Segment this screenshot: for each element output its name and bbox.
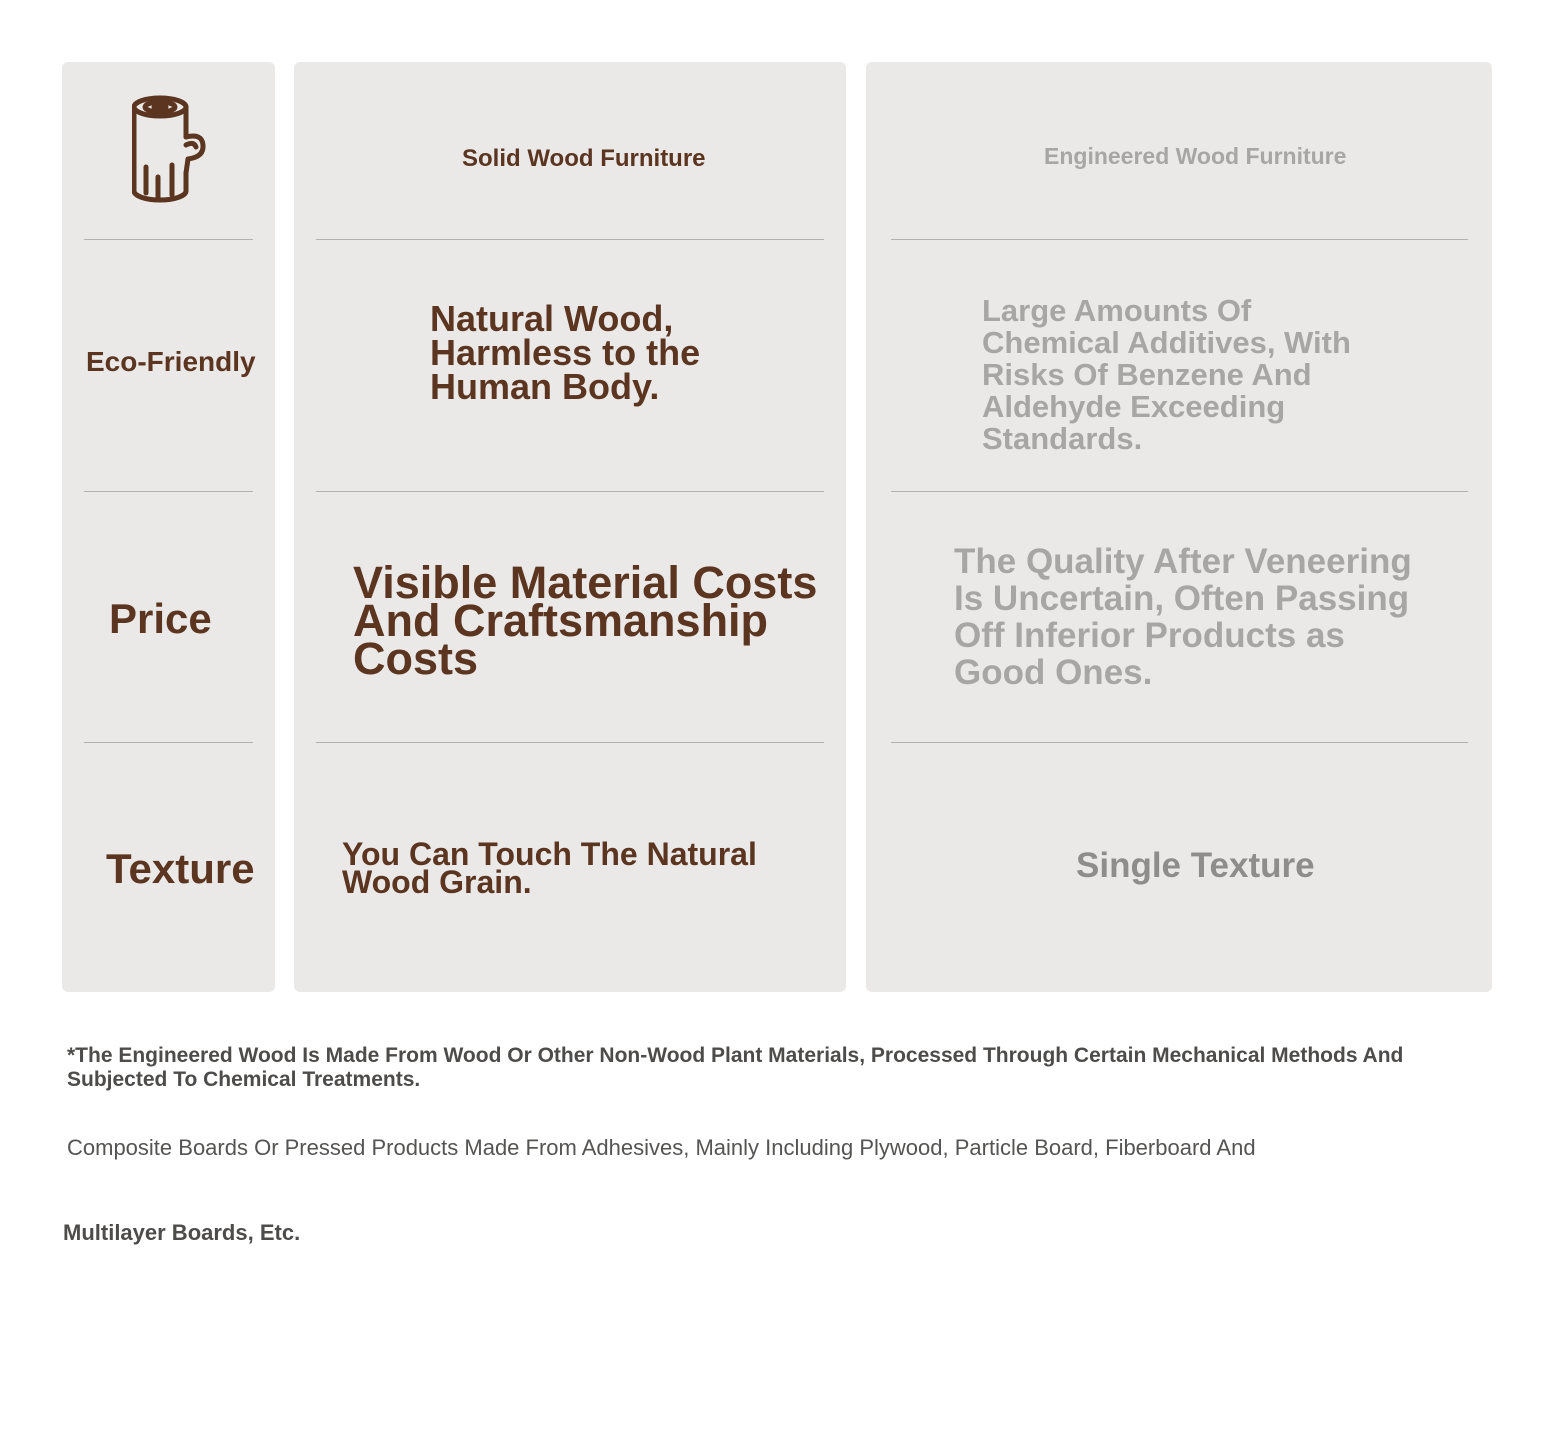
engineered-wood-heading: Engineered Wood Furniture — [1044, 143, 1347, 169]
engineered-wood-examples-line1: Composite Boards Or Pressed Products Made From Adhesives, Mainly Including Plywood, Particle Board, Fiberboard And — [67, 1135, 1256, 1160]
engineered-wood-definition-note: *The Engineered Wood Is Made From Wood Or Other Non-Wood Plant Materials, Processed Through Certain Mechanical Methods And Subjected To Chemical Treatments. — [67, 1044, 1404, 1091]
wood-log-icon — [132, 95, 208, 205]
row-divider — [84, 239, 253, 240]
engineered-wood-price-text: The Quality After Veneering Is Uncertain, Often Passing Off Inferior Products as Good Ones. — [954, 542, 1412, 692]
row-divider — [891, 742, 1468, 743]
label-texture: Texture — [106, 845, 255, 892]
row-divider — [84, 491, 253, 492]
solid-wood-price-text: Visible Material Costs And Craftsmanship Costs — [353, 557, 818, 684]
row-divider — [84, 742, 253, 743]
row-divider — [316, 491, 824, 492]
label-eco-friendly: Eco-Friendly — [86, 346, 256, 377]
engineered-wood-eco-text: Large Amounts Of Chemical Additives, With Risks Of Benzene And Aldehyde Exceeding Standards. — [982, 293, 1351, 456]
engineered-wood-texture-text: Single Texture — [1076, 846, 1315, 885]
engineered-wood-column — [866, 62, 1492, 992]
row-divider — [316, 742, 824, 743]
row-divider — [316, 239, 824, 240]
solid-wood-eco-text: Natural Wood, Harmless to the Human Body. — [430, 298, 701, 407]
solid-wood-texture-text: You Can Touch The Natural Wood Grain. — [342, 836, 757, 900]
solid-wood-heading: Solid Wood Furniture — [462, 145, 706, 172]
label-price: Price — [109, 595, 212, 642]
engineered-wood-examples-line2: Multilayer Boards, Etc. — [63, 1220, 301, 1245]
row-divider — [891, 239, 1468, 240]
row-divider — [891, 491, 1468, 492]
solid-wood-column — [294, 62, 846, 992]
criteria-column — [62, 62, 275, 992]
